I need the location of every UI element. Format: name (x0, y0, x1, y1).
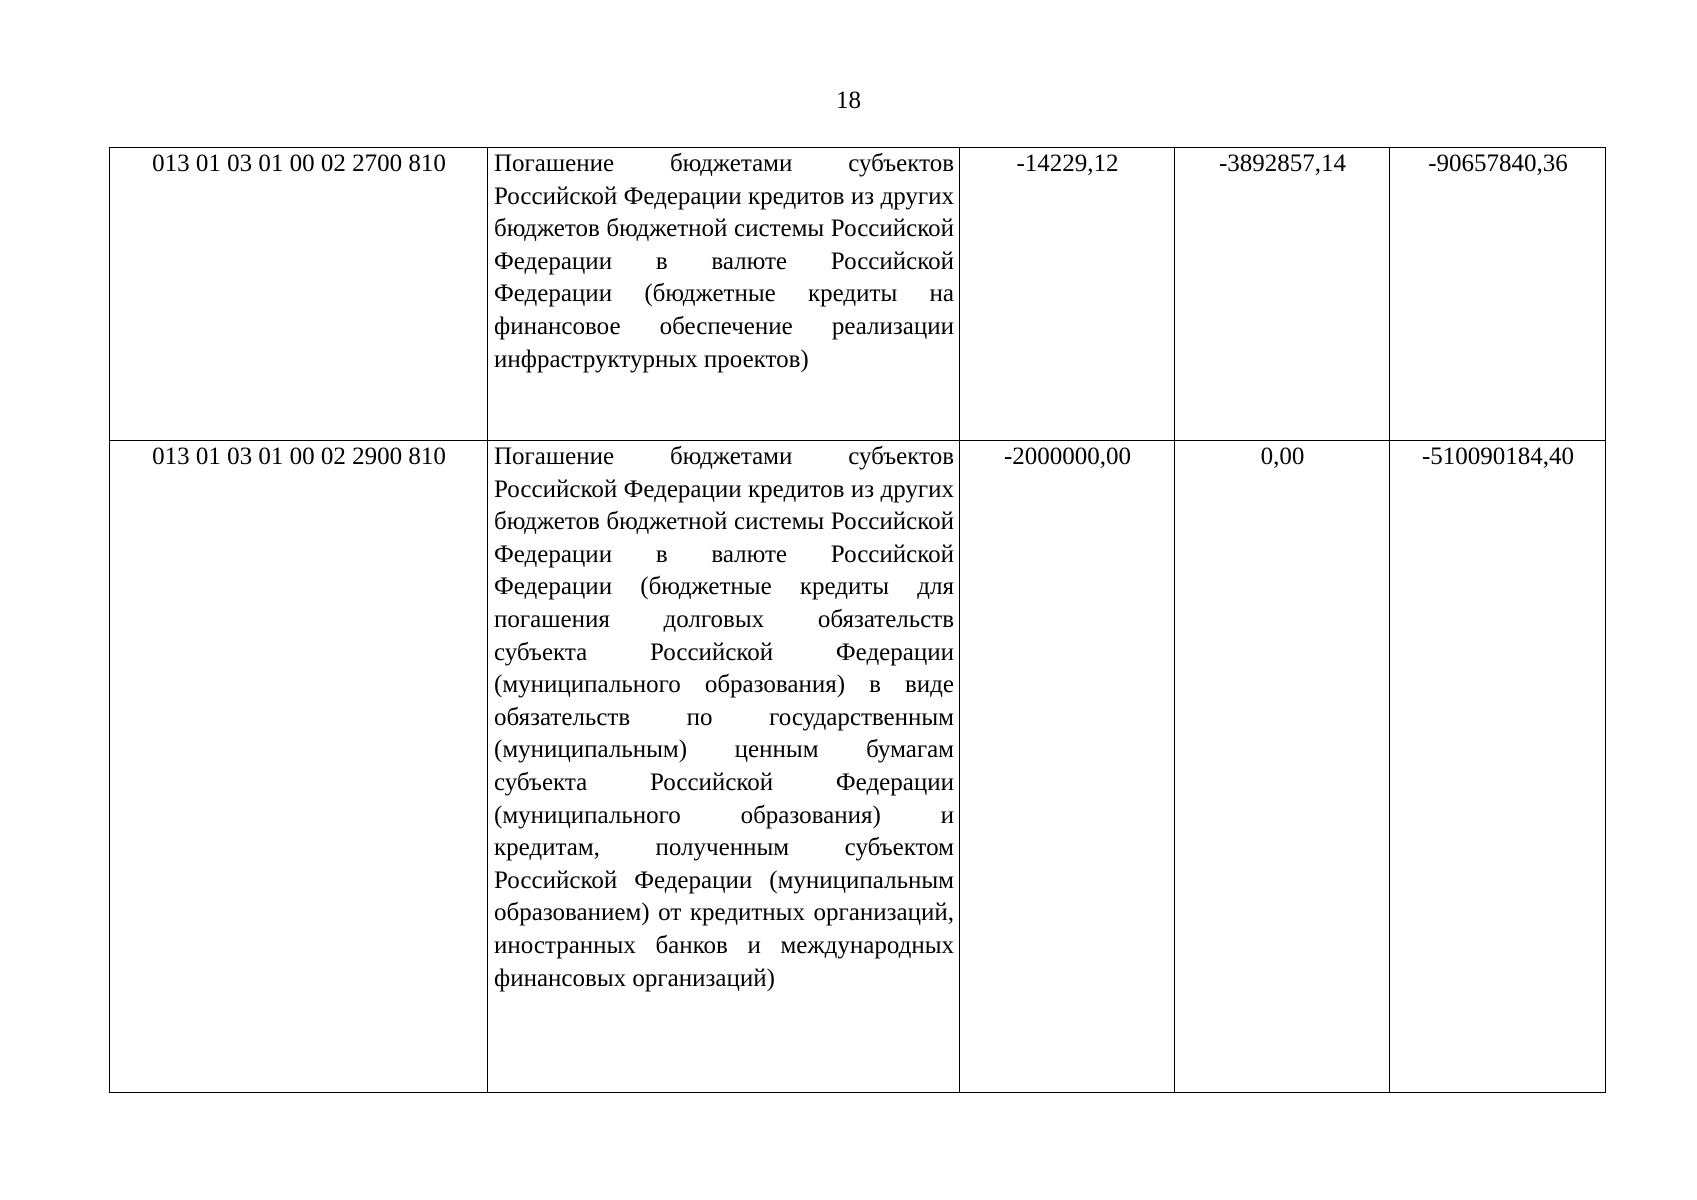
amount-cell-3: -510090184,40 (1390, 441, 1606, 1093)
budget-table (109, 147, 1606, 1093)
description-cell: Погашение бюджетами субъектов Российской Федерации кредитов из других бюджетов бюджетной системы Российской Федерации в валюте Российской Федерации (бюджетные кредиты для погашения долговых обязательств субъекта Российской Федерации (муниципального образования) в виде обязательств по государственным (муниципальным) ценным бумагам субъекта Российской Федерации (муниципального образования) и кредитам, полученным субъектом Российской Федерации (муниципальным образованием) от кредитных организаций, иностранных банков и международных финансовых организаций) (488, 441, 960, 1093)
budget-code-cell: 013 01 03 01 00 02 2900 810 (110, 441, 488, 1093)
amount-cell-2: 0,00 (1175, 441, 1390, 1093)
amount-cell-1: -2000000,00 (960, 441, 1175, 1093)
table-row (110, 148, 1606, 441)
amount-cell-2: -3892857,14 (1175, 148, 1390, 441)
budget-code-cell: 013 01 03 01 00 02 2700 810 (110, 148, 488, 441)
description-cell: Погашение бюджетами субъектов Российской Федерации кредитов из других бюджетов бюджетной системы Российской Федерации в валюте Российской Федерации (бюджетные кредиты на финансовое обеспечение реализации инфраструктурных проектов) (488, 148, 960, 441)
table-row (110, 441, 1606, 1093)
amount-cell-1: -14229,12 (960, 148, 1175, 441)
amount-cell-3: -90657840,36 (1390, 148, 1606, 441)
page-number: 18 (836, 87, 861, 114)
